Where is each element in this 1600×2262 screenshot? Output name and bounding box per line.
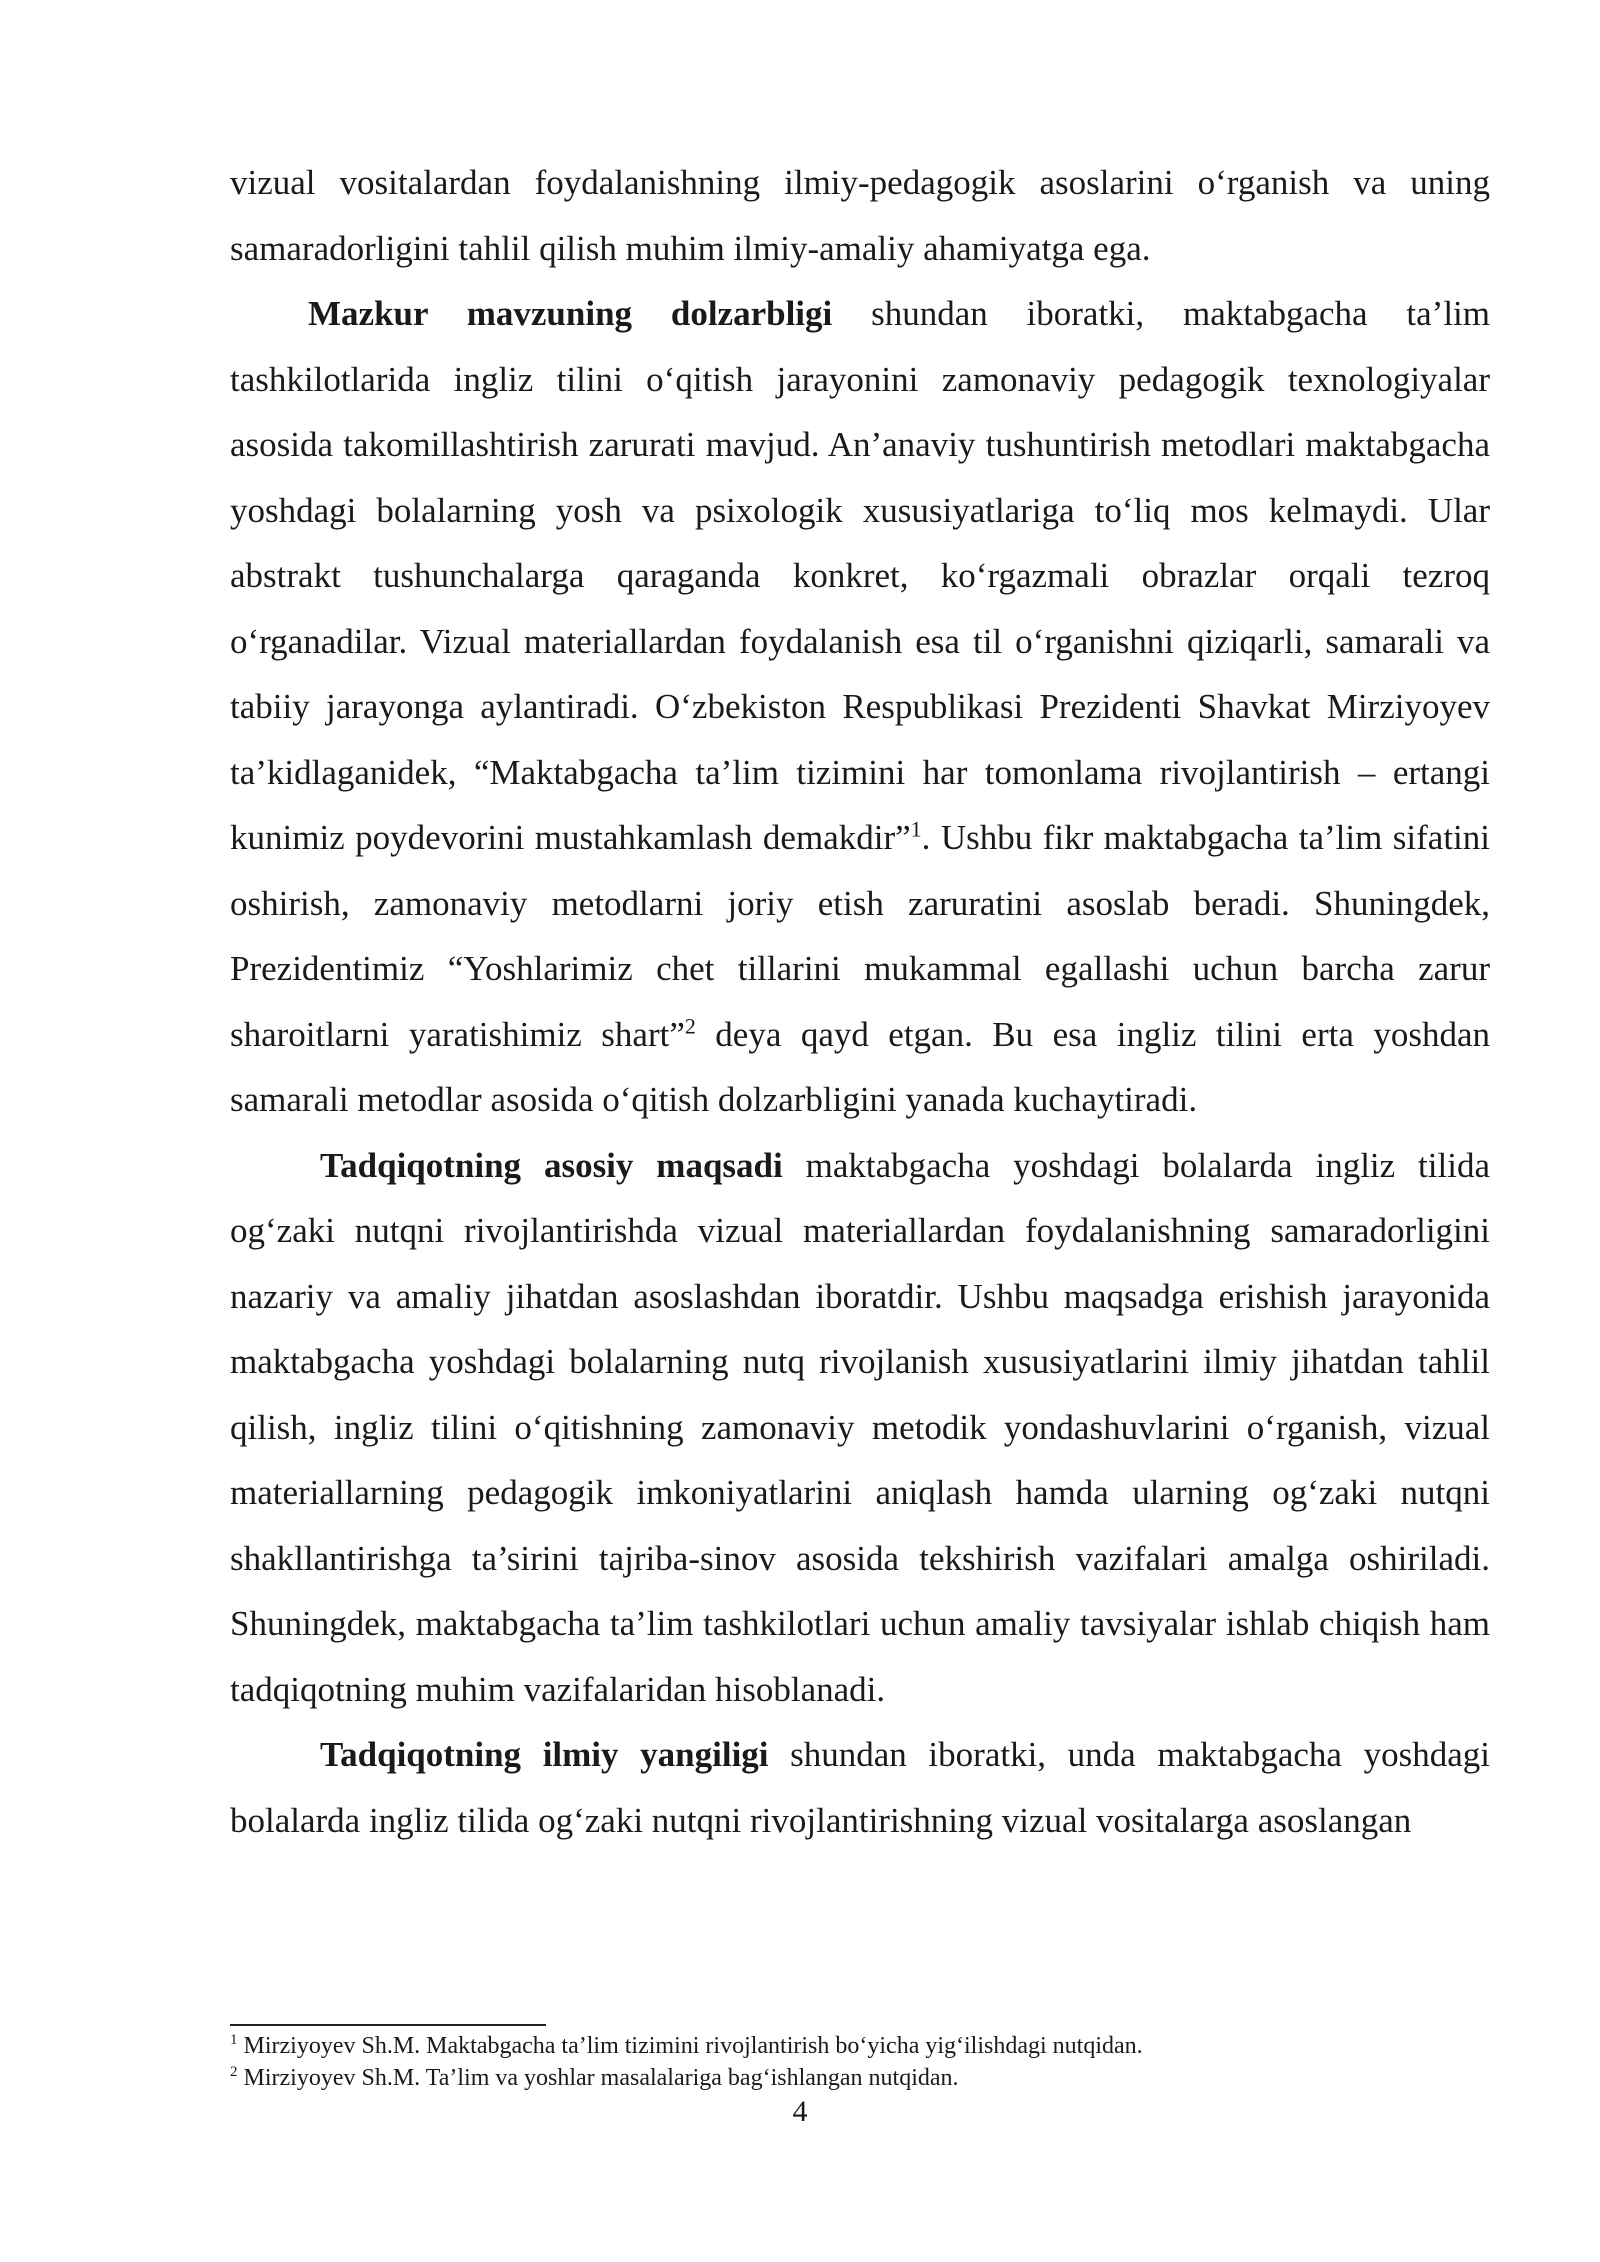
footnote-ref-2[interactable]: 2 [684,1012,696,1038]
footnote-2 [230,2062,1490,2094]
page-number: 4 [792,2095,808,2128]
goal-heading: Tadqiqotning asosiy maqsadi [320,1145,783,1185]
relevance-text-1: shundan iboratki, maktabgacha ta’lim tashkilotlarida ingliz tilini o‘qitish jarayonini zamonaviy pedagogik texnologiyalar asosida takomillashtirish zarurati mavjud. An’anaviy tushuntirish metodlari maktabgacha yoshdagi bolalarning yosh va psixologik xususiyatlariga to‘liq mos kelmaydi. Ular abstrakt tushunchalarga qaraganda konkret, ko‘rgazmali obrazlar orqali tezroq o‘rganadilar. Vizual materiallardan foydalanish esa til o‘rganishni qiziqarli, samarali va tabiiy jarayonga aylantiradi. O‘zbekiston Respublikasi Prezidenti Shavkat Mirziyoyev ta’kidlaganidek, “Maktabgacha ta’lim tizimini har tomonlama rivojlantirish – ertangi kunimiz poydevorini mustahkamlash demakdir” [230,294,1490,857]
footnote-1 [230,2030,1490,2062]
novelty-text: shundan iboratki, unda maktabgacha yoshdagi bolalarda ingliz tilida og‘zaki nutqni rivojlantirishning vizual vositalarga asoslangan [230,1735,1490,1840]
paragraph-novelty [230,1722,1490,1853]
paragraph-relevance [230,281,1490,1133]
footnote-2-mark: 2 [230,2064,238,2080]
relevance-heading: Mazkur mavzuning dolzarbligi [308,294,833,333]
footnotes [230,2030,1490,2094]
goal-text: maktabgacha yoshdagi bolalarda ingliz tilida og‘zaki nutqni rivojlantirishda vizual materiallardan foydalanishning samaradorligini nazariy va amaliy jihatdan asoslashdan iboratdir. Ushbu maqsadga erishish jarayonida maktabgacha yoshdagi bolalarning nutq rivojlanish xususiyatlarini ilmiy jihatdan tahlil qilish, ingliz tilini o‘qitishning zamonaviy metodik yondashuvlarini o‘rganish, vizual materiallarning pedagogik imkoniyatlarini aniqlash hamda ularning og‘zaki nutqni shakllantirishga ta’sirini tajriba-sinov asosida tekshirish vazifalari amalga oshiriladi. Shuningdek, maktabgacha ta’lim tashkilotlari uchun amaliy tavsiyalar ishlab chiqish ham tadqiqotning muhim vazifalaridan hisoblanadi. [230,1145,1490,1709]
novelty-heading: Tadqiqotning ilmiy yangiligi [320,1735,769,1774]
footnote-1-text: Mirziyoyev Sh.M. Maktabgacha ta’lim tizimini rivojlantirish bo‘yicha yig‘ilishdagi nutqidan. [237,2033,1143,2059]
footnote-separator [230,2024,546,2026]
footnote-1-mark: 1 [230,2032,238,2048]
paragraph-goal [230,1133,1490,1723]
paragraph-intro-text: vizual vositalardan foydalanishning ilmiy-pedagogik asoslarini o‘rganish va uning samaradorligini tahlil qilish muhim ilmiy-amaliy ahamiyatga ega. [230,163,1490,268]
relevance-text-3: deya qayd etgan. Bu esa ingliz tilini erta yoshdan samarali metodlar asosida o‘qitish dolzarbligini yanada kuchaytiradi. [230,1014,1490,1119]
document-page [230,150,1490,1853]
relevance-text-2: . Ushbu fikr maktabgacha ta’lim sifatini oshirish, zamonaviy metodlarni joriy etish zaruratini asoslab beradi. Shuningdek, Prezidentimiz “Yoshlarimiz chet tillarini mukammal egallashi uchun barcha zarur sharoitlarni yaratishimiz shart” [230,818,1490,1054]
footnote-2-text: Mirziyoyev Sh.M. Ta’lim va yoshlar masalalariga bag‘ishlangan nutqidan. [237,2065,959,2091]
paragraph-intro [230,150,1490,281]
footnote-ref-1[interactable]: 1 [910,816,922,842]
